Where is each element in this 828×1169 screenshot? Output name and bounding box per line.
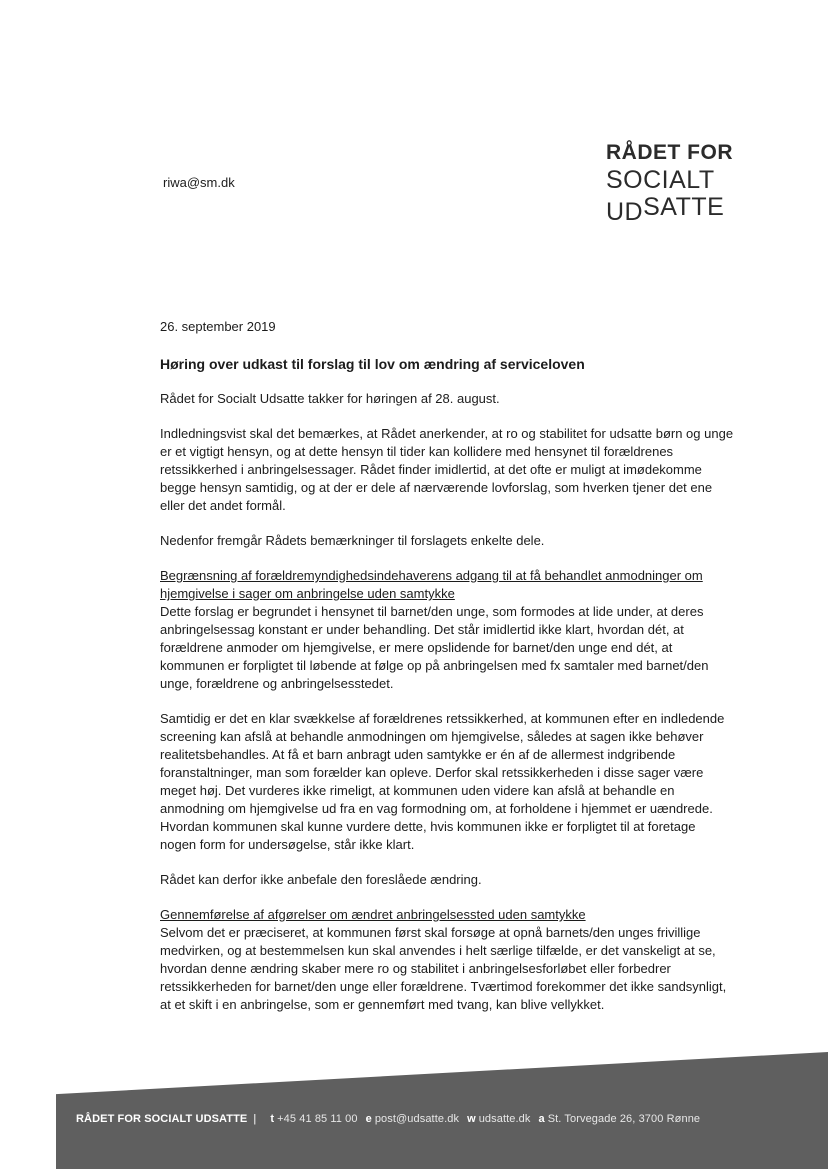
paragraph-2: Nedenfor fremgår Rådets bemærkninger til forslagets enkelte dele.	[160, 533, 545, 548]
footer-address: St. Torvegade 26, 3700 Rønne	[547, 1113, 701, 1125]
council-logo	[606, 141, 733, 226]
footer-separator: |	[253, 1113, 257, 1125]
section-2-heading: Gennemførelse af afgørelser om ændret anbringelsessted uden samtykke	[160, 907, 586, 922]
footer-phone-key: t	[270, 1113, 275, 1125]
section-1-paragraph-1: Dette forslag er begrundet i hensynet til barnet/den unge, som formodes at lide under, at deres anbringelsessag konstant er under behandling. Det står imidlertid ikke klart, hvordan dét, at forældrene anmoder om hjemgivelse, er mere opslidende for barnet/den unge end dét, at kommunen er forpligtet til løbende at følge op på anbringelsen med fx samtaler med barnet/den unge, forældrene og anbringelsesstedet.	[160, 604, 709, 691]
logo-line-2: SOCIALT	[606, 166, 715, 194]
sender-email: riwa@sm.dk	[163, 175, 235, 190]
footer-band	[56, 1052, 828, 1169]
logo-line-3	[606, 193, 733, 226]
intro-paragraph: Rådet for Socialt Udsatte takker for høringen af 28. august.	[160, 391, 500, 406]
section-1-paragraph-2: Samtidig er det en klar svækkelse af forældrenes retssikkerhed, at kommunen efter en indledende screening kan afslå at behandle anmodningen om hjemgivelse, således at sagen ikke behøver realitetsbehandles. At få et barn anbragt uden samtykke er én af de allermest indgribende foranstaltninger, man som forælder kan opleve. Derfor skal retssikkerheden i disse sager være meget høj. Det vurderes ikke rimeligt, at kommunen uden videre kan afslå at behandle en anmodning om hjemgivelse ud fra en vag formodning om, at forholdene i hjemmet er uændrede. Hvordan kommunen skal kunne vurdere dette, hvis kommunen ikke er forpligtet til at foretage nogen form for undersøgelse, står ikke klart.	[160, 711, 725, 852]
logo-line-3-low: UD	[606, 198, 644, 226]
footer-email-key: e	[365, 1113, 372, 1125]
letter-subject: Høring over udkast til forslag til lov om ændring af serviceloven	[160, 356, 585, 372]
logo-line-1: RÅDET FOR	[606, 141, 733, 164]
footer-contact-line	[76, 1113, 700, 1125]
footer-phone: +45 41 85 11 00	[277, 1113, 358, 1125]
footer-web-key: w	[467, 1113, 476, 1125]
logo-line-3-high: SATTE	[643, 193, 725, 221]
letter-body	[160, 318, 735, 1014]
footer-email: post@udsatte.dk	[374, 1113, 460, 1125]
footer-address-key: a	[538, 1113, 545, 1125]
footer-web: udsatte.dk	[478, 1113, 531, 1125]
section-2-paragraph-1: Selvom det er præciseret, at kommunen først skal forsøge at opnå barnets/den unges frivillige medvirken, og at bestemmelsen kun skal anvendes i helt særlige tilfælde, er det vanskeligt at se, hvordan denne ændring skaber mere ro og stabilitet i anbringelsesforløbet eller forbedrer retssikkerheden for barnet/den unge eller forældrene. Tværtimod forekommer det ikke sandsynligt, at et skift i en anbringelse, som er gennemført med tvang, kan blive vellykket.	[160, 925, 727, 1012]
footer-org-name: RÅDET FOR SOCIALT UDSATTE	[76, 1113, 248, 1125]
letter-date: 26. september 2019	[160, 319, 276, 334]
paragraph-1: Indledningsvist skal det bemærkes, at Rådet anerkender, at ro og stabilitet for udsatte børn og unge er et vigtigt hensyn, og at dette hensyn til tider kan kollidere med hensynet til forældrenes retssikkerhed i anbringelsessager. Rådet finder imidlertid, at det ofte er muligt at imødekomme begge hensyn samtidig, og at der er dele af nærværende lovforslag, som hverken tjener det ene eller det andet formål.	[160, 426, 734, 513]
section-1-heading: Begrænsning af forældremyndighedsindehaverens adgang til at få behandlet anmodninger om hjemgivelse i sager om anbringelse uden samtykke	[160, 568, 703, 601]
section-1-paragraph-3: Rådet kan derfor ikke anbefale den foreslåede ændring.	[160, 872, 482, 887]
